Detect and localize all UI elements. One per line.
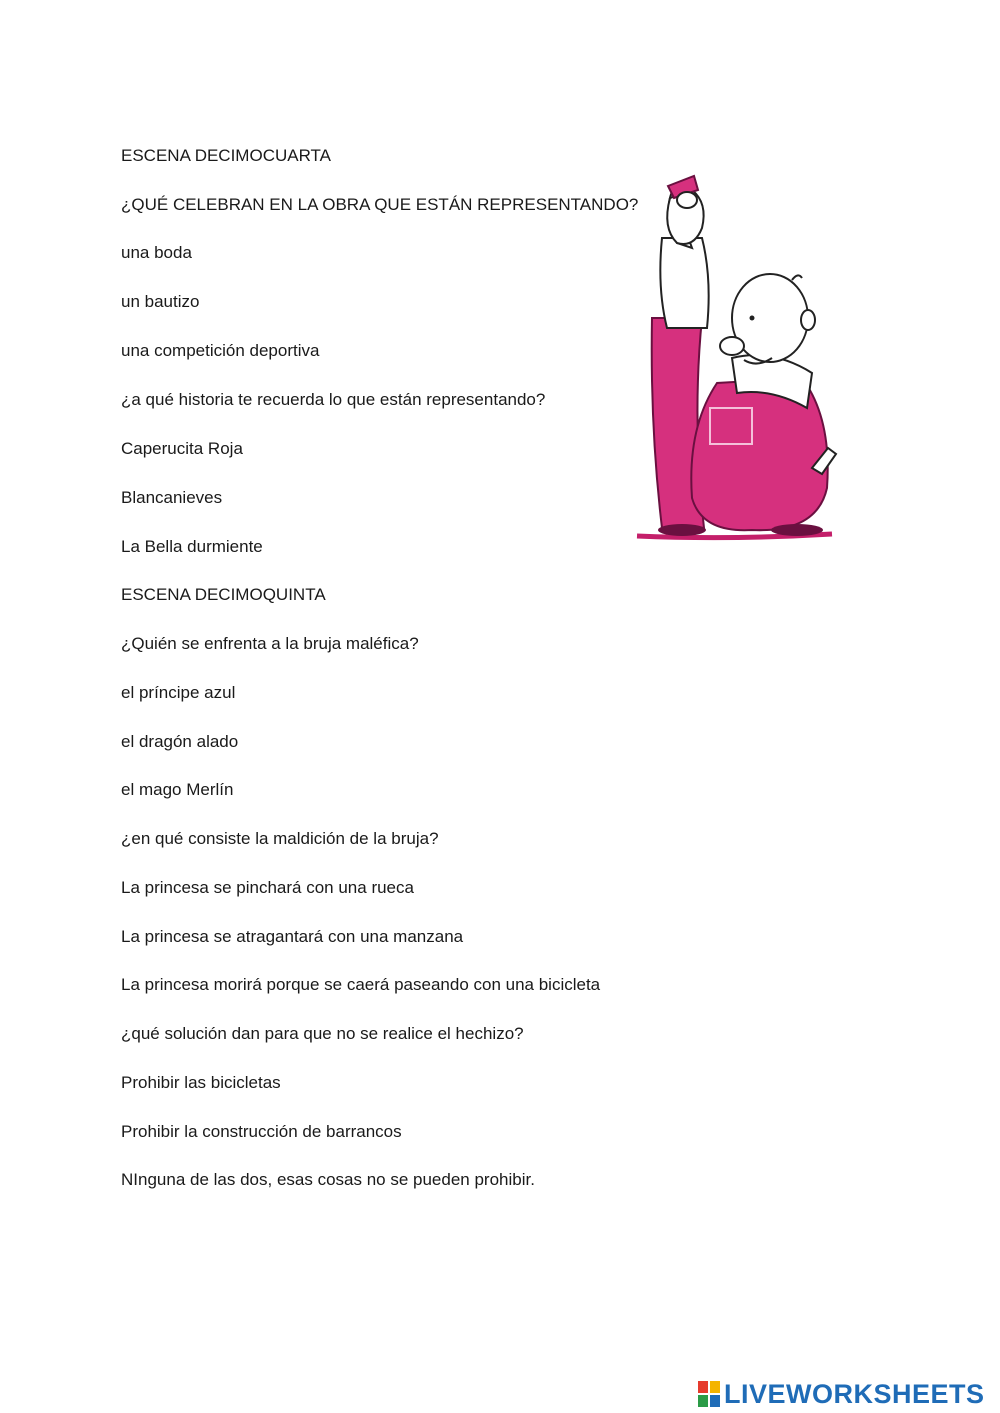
answer-option[interactable]: NInguna de las dos, esas cosas no se pueden prohibir. xyxy=(121,1170,535,1189)
answer-option[interactable]: una competición deportiva xyxy=(121,341,320,360)
answer-option[interactable]: el mago Merlín xyxy=(121,780,234,799)
question-2: ¿a qué historia te recuerda lo que están representando? xyxy=(121,390,546,409)
answer-option[interactable]: una boda xyxy=(121,243,192,262)
scene-15-heading: ESCENA DECIMOQUINTA xyxy=(121,585,326,604)
liveworksheets-logo[interactable] xyxy=(697,1378,985,1410)
answer-option[interactable]: La Bella durmiente xyxy=(121,537,263,556)
answer-option[interactable]: Blancanieves xyxy=(121,488,223,507)
answer-option[interactable]: La princesa se atragantará con una manzana xyxy=(121,927,464,946)
question-3: ¿Quién se enfrenta a la bruja maléfica? xyxy=(121,634,419,653)
logo-text: LIVEWORKSHEETS xyxy=(724,1378,985,1409)
answer-option[interactable]: un bautizo xyxy=(121,292,200,311)
answer-option[interactable]: La princesa morirá porque se caerá paseando con una bicicleta xyxy=(121,975,601,994)
answer-option[interactable]: el príncipe azul xyxy=(121,683,236,702)
answer-option[interactable]: Prohibir las bicicletas xyxy=(121,1073,281,1092)
question-4: ¿en qué consiste la maldición de la bruja? xyxy=(121,829,439,848)
liveworksheets-logo-icon xyxy=(697,1379,721,1409)
answer-option[interactable]: Prohibir la construcción de barrancos xyxy=(121,1122,402,1141)
answer-option[interactable]: La princesa se pinchará con una rueca xyxy=(121,878,414,897)
answer-option[interactable]: Caperucita Roja xyxy=(121,439,243,458)
workers-illustration xyxy=(632,168,852,548)
answer-option[interactable]: el dragón alado xyxy=(121,732,239,751)
question-1: ¿QUÉ CELEBRAN EN LA OBRA QUE ESTÁN REPRESENTANDO? xyxy=(121,195,639,214)
question-5: ¿qué solución dan para que no se realice el hechizo? xyxy=(121,1024,524,1043)
scene-14-heading: ESCENA DECIMOCUARTA xyxy=(121,146,332,165)
